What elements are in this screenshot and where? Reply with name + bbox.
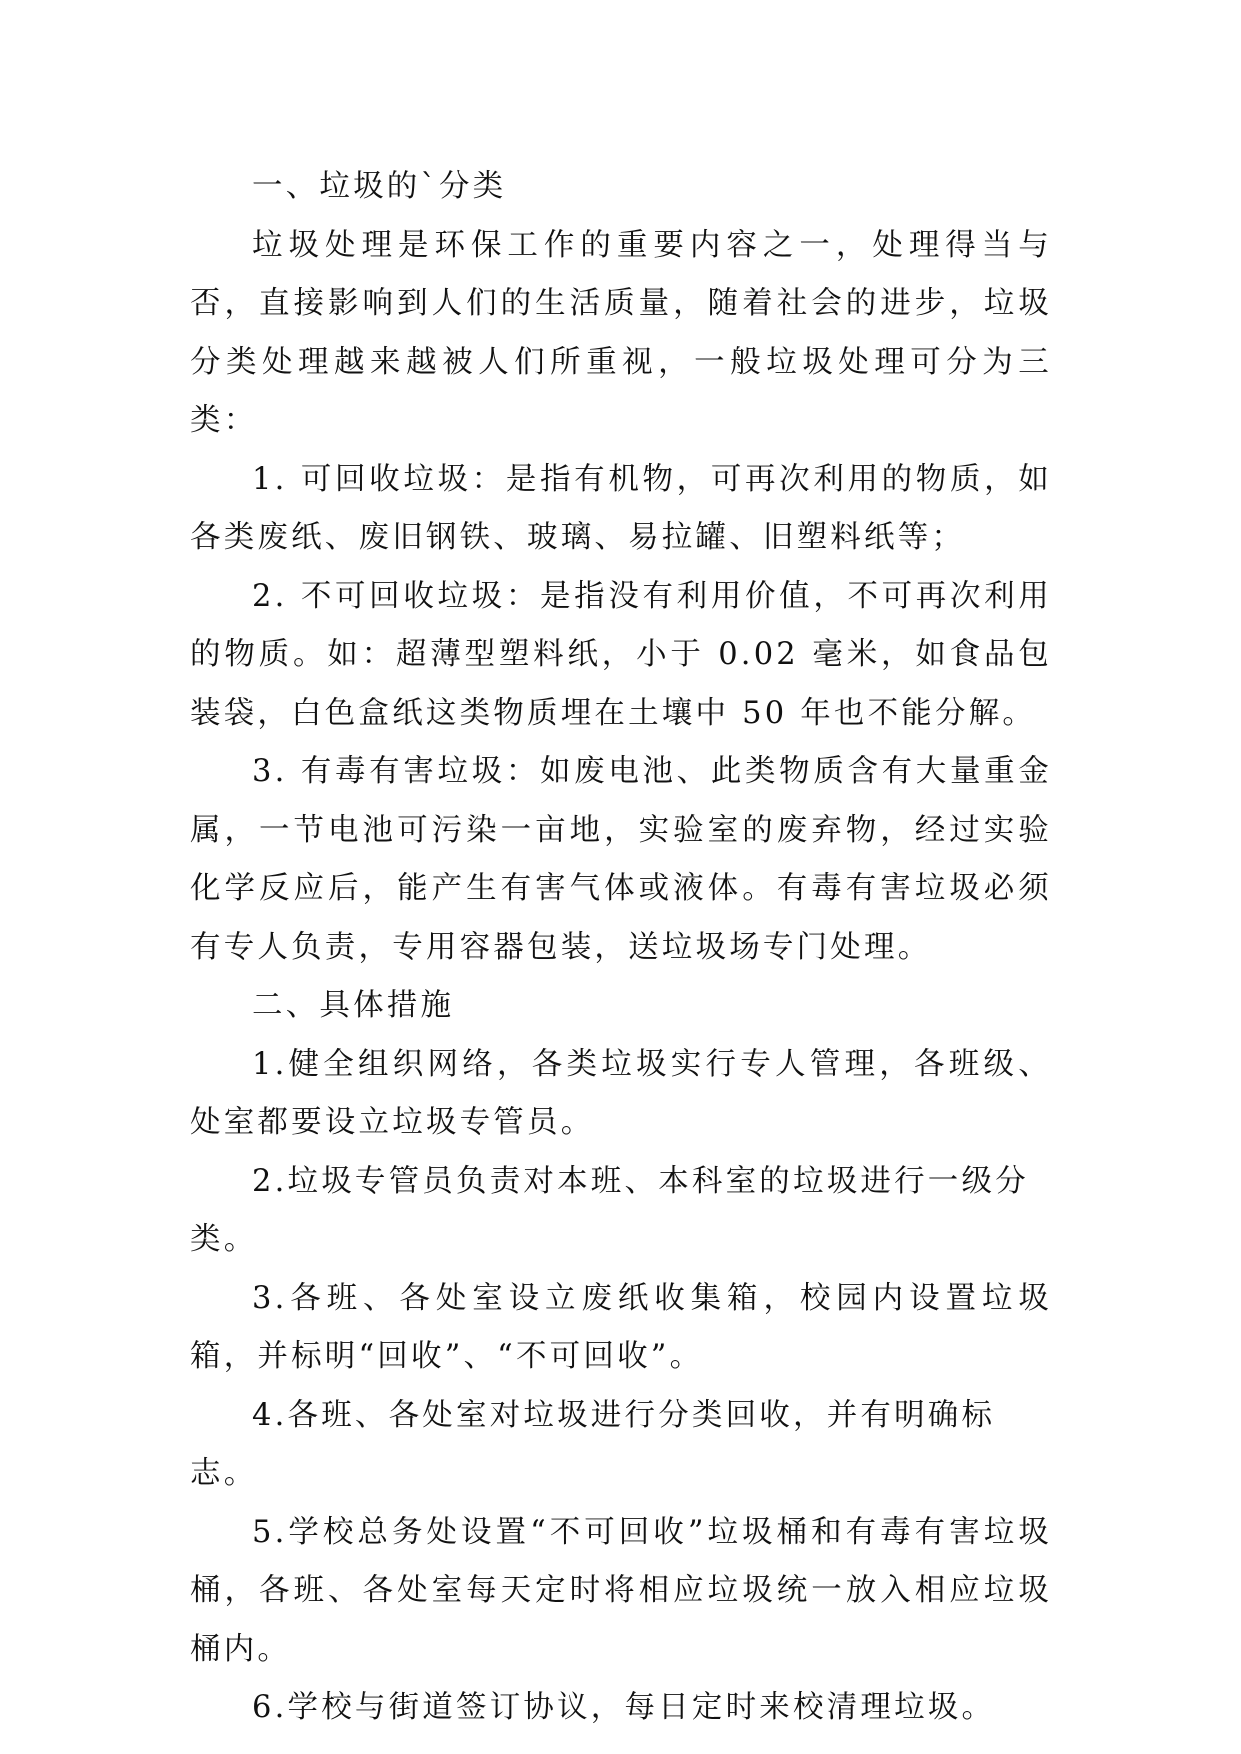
measure-item-1: 1.健全组织网络，各类垃圾实行专人管理，各班级、处室都要设立垃圾专管员。: [190, 1046, 1052, 1140]
measure-item-5: 5.学校总务处设置“不可回收”垃圾桶和有毒有害垃圾桶，各班、各处室每天定时将相应垃圾统一放入相应垃圾桶内。: [190, 1514, 1052, 1667]
measure-item-2: 2.垃圾专管员负责对本班、本科室的垃圾进行一级分类。: [190, 1163, 1029, 1257]
category-item-recyclable: 1. 可回收垃圾：是指有机物，可再次利用的物质，如各类废纸、废旧钢铁、玻璃、易拉罐、旧塑料纸等；: [190, 461, 1052, 555]
measure-item-3: 3.各班、各处室设立废纸收集箱，校园内设置垃圾箱，并标明“回收”、“不可回收”。: [190, 1280, 1052, 1374]
category-item-hazardous: 3. 有毒有害垃圾：如废电池、此类物质含有大量重金属，一节电池可污染一亩地，实验室的废弃物，经过实验化学反应后，能产生有害气体或液体。有毒有害垃圾必须有专人负责，专用容器包装，送垃圾场专门处理。: [190, 754, 1052, 965]
measure-item-4: 4.各班、各处室对垃圾进行分类回收，并有明确标志。: [190, 1397, 996, 1491]
measure-item-6: 6.学校与街道签订协议，每日定时来校清理垃圾。: [252, 1690, 996, 1725]
section-heading-measures: 二、具体措施: [252, 988, 455, 1023]
document-body: [190, 158, 1052, 1738]
intro-paragraph: 垃圾处理是环保工作的重要内容之一，处理得当与否，直接影响到人们的生活质量，随着社会的进步，垃圾分类处理越来越被人们所重视，一般垃圾处理可分为三类：: [190, 227, 1052, 438]
section-heading-classification: 一、垃圾的`分类: [252, 169, 507, 204]
category-item-non-recyclable: 2. 不可回收垃圾：是指没有利用价值，不可再次利用的物质。如：超薄型塑料纸，小于 0.02 毫米，如食品包装袋，白色盒纸这类物质埋在土壤中 50 年也不能分解。: [190, 578, 1052, 731]
